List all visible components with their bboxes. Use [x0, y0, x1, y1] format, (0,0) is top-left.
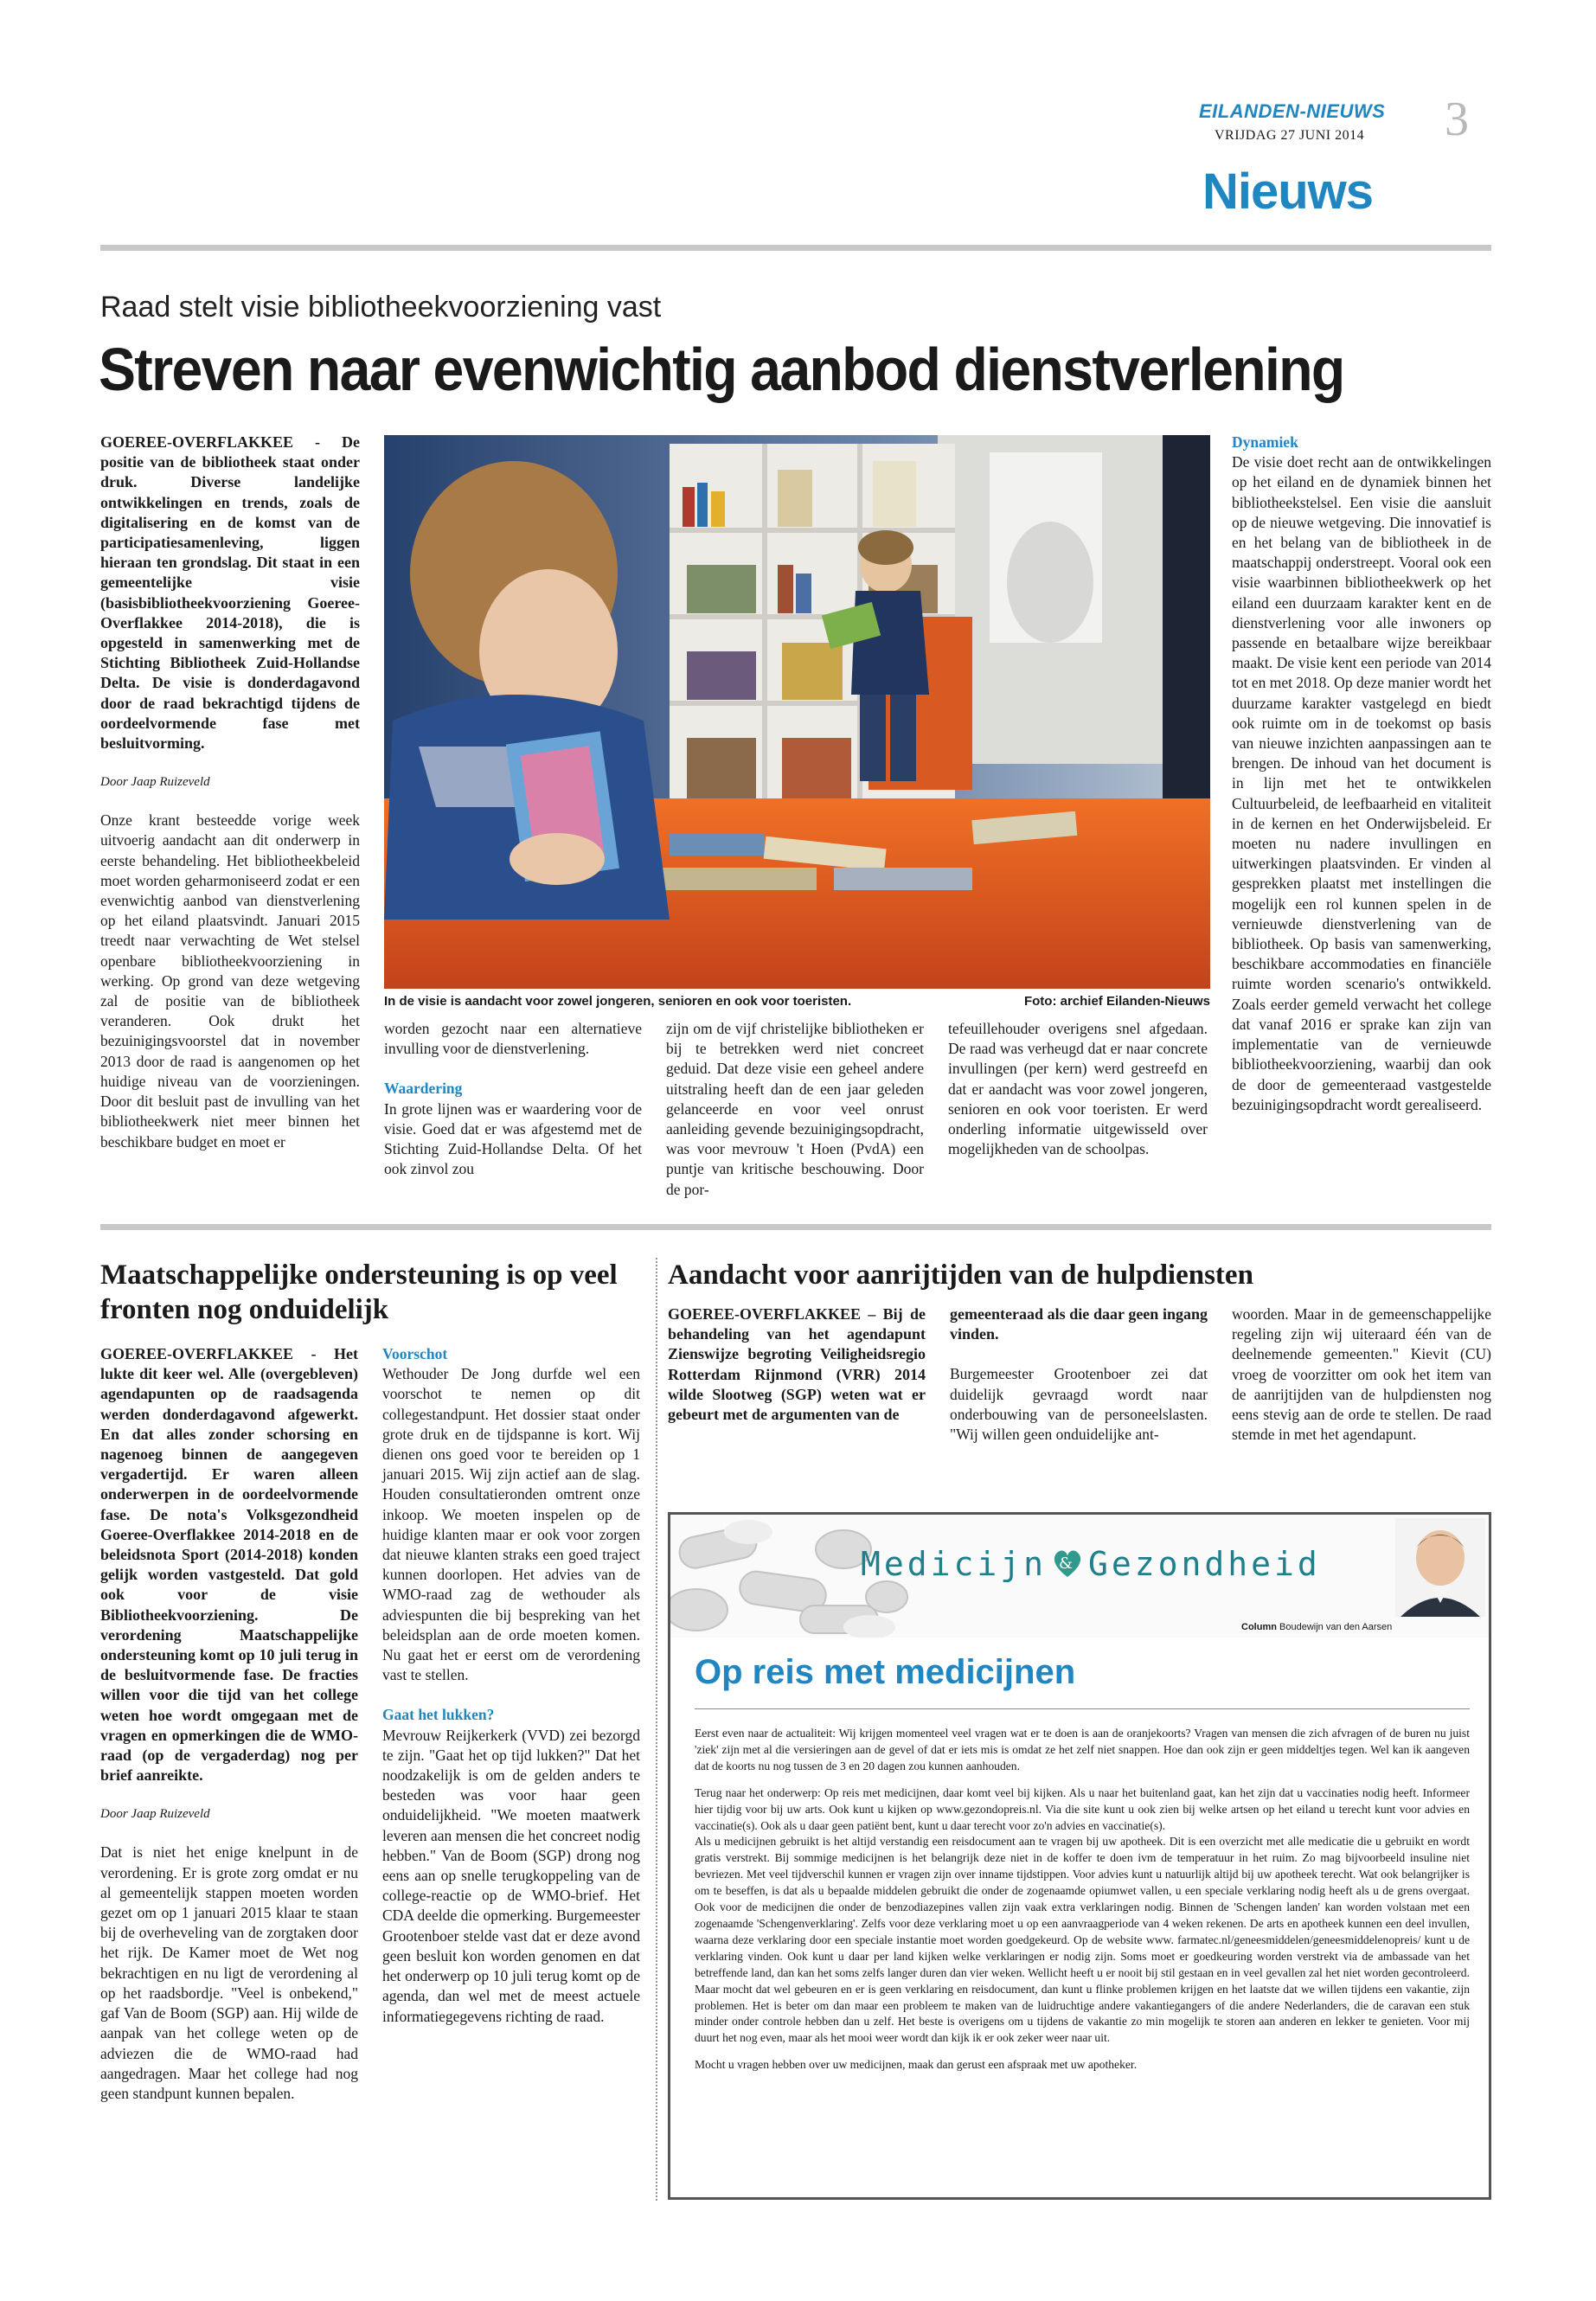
column-banner-title-right: Gezondheid [1088, 1545, 1321, 1583]
header-rule [100, 245, 1491, 251]
photo-caption-bar [384, 989, 1210, 1013]
article3-lead: GOEREE-OVERFLAKKEE – Bij de behandeling van het agendapunt Zienswijze begroting Veiligheidsregio Rotterdam Rijnmond (VRR) 2014 wilde Slootweg (SGP) weten wat er gebeurt met de argumenten van de [668, 1305, 926, 1424]
article2-byline: Door Jaap Ruizeveld [100, 1807, 210, 1822]
article1-subhead-dynamiek: Dynamiek [1232, 433, 1298, 451]
column-paragraph-2: Terug naar het onderwerp: Op reis met medicijnen, daar komt veel bij kijken. Als u naar het buitenland gaat, kan het zijn dat u vaccinaties nodig heeft. Informeer hier tijdig voor bij uw arts. Ook kunt u kijken op www.gezondopreis.nl. Via die site kunt u ook zien bij welke artsen op het eiland u terecht kunt voor advies en vaccinatie(s). Ook als u daar geen patiënt bent, kunt u daar terecht voor zo'n advies en vaccinatie(s). [695, 1785, 1470, 1832]
article2-col1-body: Dat is niet het enige knelpunt in de verordening. Er is grote zorg omdat er nu al gemeentelijk stappen moeten worden gezet om op 1 januari 2015 klaar te staan bij de overheveling van de zorgtaken door het rijk. De Kamer moet de Wet nog bekrachtigen en nu ligt de verordening al op het raadsbordje. "Veel is onbekend," gaf Van de Boom (SGP) aan. Hij wilde de aanpak van het college weten op de adviezen die de WMO-raad had aangedragen. Maar het college had nog geen standpunt kunnen bepalen. [100, 1843, 358, 2102]
article1-col5-body: De visie doet recht aan de ontwikkelingen op het eiland en de dynamiek binnen het bibliotheekstelsel. Een visie die aansluit op de nieuwe wetgeving. Die innovatief is en het belang van de bibliotheek in de maatschappij onderstreept. Vooral ook een visie waarbinnen bibliotheekwerk op het eiland een duurzaam karakter kent en de dienstverlening voor alle inwoners op passende en betaalbare wijze bereikbaar maakt. De visie kent een periode van 2014 tot en met 2018. Op deze manier wordt het duurzame karakter vastgelegd en biedt ook ruimte om in de toekomst op basis van nieuwe inzichten aanpassingen aan te brengen. De inhoud van het document is in lijn met het te ontwikkelen Cultuurbeleid, de leefbaarheid en vitaliteit in de kernen en het Onderwijsbeleid. Er moeten nu nadere invullingen en uitwerkingen plaatsvinden. Er vinden al gesprekken plaatst met instellingen die mogelijk een rol kunnen spelen in de vernieuwde dienstverlening van de bibliotheek. Op basis van samenwerking, beschikbare accommodaties en financiële ruimte worden scenario's ontwikkeld. Zoals eerder gemeld verwacht het college dat vanaf 2016 er sprake kan zijn van implementatie van de vernieuwde bibliotheekvoorziening, waarbij dan ook de door de gemeenteraad vastgestelde bezuinigingsopdracht wordt gerealiseerd. [1232, 453, 1491, 1113]
article1-photo [384, 435, 1210, 989]
masthead-logo: EILANDEN-NIEUWS [1199, 100, 1386, 122]
column-label: Column [1241, 1622, 1277, 1632]
column-paragraph-1: Eerst even naar de actualiteit: Wij krijgen momenteel veel vragen wat er te doen is aan de oranjekoorts? Vragen van mensen die zich afvragen of de buren nu juist 'ziek' zijn met al die versieringen aan de gevel of dat er iets mis is omdat ze het zelf niet snappen. Hoe dan ook zijn er geen middeltjes tegen. Wel kan ik aangeven dat de koorts nu nog tussen de 3 en 20 dagen zou kunnen aanhouden. [695, 1727, 1470, 1772]
article3-col2 [950, 1304, 1208, 1445]
article1-col1 [100, 433, 360, 1152]
article1-col1-body: Onze krant besteedde vorige week uitvoerig aandacht aan dit onderwerp in eerste behandeling. Het bibliotheekbeleid moet worden geharmoniseerd zodat er een evenwichtig aanbod van dienstverlening op het eiland plaatsvindt. Januari 2015 treedt naar verwachting de Wet stelsel openbare bibliotheekvoorziening in werking. Op grond van deze wetgeving zal de positie van de bibliotheek veranderen. Ook drukt het bezuinigingsvoorstel dat in november 2013 door de raad is aangenomen op het huidige niveau van de voorzieningen. Door dit besluit past de invulling van het bibliotheekwerk niet meer binnen het beschikbare budget en moet er [100, 811, 360, 1150]
column-author: Boudewijn van den Aarsen [1279, 1622, 1393, 1632]
column-headline-rule [695, 1708, 1470, 1709]
photo-caption: In de visie is aandacht voor zowel jongeren, senioren en ook voor toeristen. [384, 994, 852, 1009]
issue-date: VRIJDAG 27 JUNI 2014 [1215, 128, 1365, 143]
article1-col2-body2: In grote lijnen was er waardering voor de visie. Goed dat er was afgestemd met de Stichting Zuid-Hollandse Delta. Of het ook zinvol zou [384, 1099, 642, 1178]
article2-col1 [100, 1344, 358, 2104]
article1-col3 [666, 1019, 924, 1200]
article1-subhead-waardering: Waardering [384, 1080, 463, 1098]
heart-ampersand-icon [1050, 1546, 1085, 1580]
article1-col4 [948, 1019, 1208, 1159]
column-banner [670, 1515, 1489, 1638]
column-banner-title-left: Medicijn [861, 1545, 1048, 1583]
article2-col2-body1: Wethouder De Jong durfde wel een voorschot te nemen op dit collegestandpunt. Het dossier staat onder grote druk en de tijdspanne is kort. Wij dienen ons goed voor te bereiden op 1 januari 2015. Wij zijn actief aan de slag. Houden consultatieronden omtrent onze inkoop. We moeten inspelen op de huidige klanten maar er ook voor zorgen dat nieuwe klanten straks een goed traject kunnen doorlopen. Het advies van de WMO-raad zag de wethouder als adviespunten die bij bespreking van het beleidsplan aan de orde moeten komen. Nu gaat het er eerst om de verordening vast te stellen. [382, 1365, 640, 1684]
column-body [695, 1726, 1470, 2073]
article1-col2 [384, 1019, 642, 1179]
article1-col3-body: zijn om de vijf christelijke bibliotheken er bij te betrekken werd niet concreet geduid. Dat deze visie een geheel andere uitstraling heeft dan de een jaar geleden gelanceerde en voor veel onrust aanleiding gevende bezuinigingsopdracht, was voor mevrouw 't Hoen (PvdA) een puntje van kritische beschouwing. Door de por- [666, 1020, 924, 1198]
article2-headline: Maatschappelijke ondersteuning is op veel fronten nog onduidelijk [100, 1259, 618, 1325]
article3-col3 [1232, 1304, 1491, 1445]
article3-headline: Aandacht voor aanrijtijden van de hulpdiensten [668, 1259, 1253, 1291]
author-photo [1395, 1518, 1485, 1617]
column-divider [656, 1258, 657, 2201]
article1-byline: Door Jaap Ruizeveld [100, 775, 210, 790]
article1-kicker: Raad stelt visie bibliotheekvoorziening vast [100, 291, 662, 324]
article1-lead: GOEREE-OVERFLAKKEE - De positie van de bibliotheek staat onder druk. Diverse landelijke ontwikkelingen en trends, zoals de digitalisering en de komst van de participatiesamenleving, liggen hieraan ten grondslag. Dit staat in een gemeentelijke visie (basisbibliotheekvoorziening Goeree-Overflakkee 2014-2018), die is opgesteld in samenwerking met de Stichting Bibliotheek Zuid-Hollandse Delta. De visie is donderdagavond door de raad bekrachtigd tijdens de oordeelvormende fase met besluitvorming. [100, 433, 360, 753]
article3-col2-lead: gemeenteraad als die daar geen ingang vinden. [950, 1305, 1208, 1343]
article1-col4-body: tefeuillehouder overigens snel afgedaan. De raad was verheugd dat er naar concrete invullingen (per kern) werd gestreefd en dat er aandacht was voor zowel jongeren, senioren en ook voor toeristen. Er werd onderling informatie uitgewisseld over mogelijkheden van de schoolpas. [948, 1020, 1208, 1158]
article3-col2-body: Burgemeester Grootenboer zei dat duidelijk gevraagd wordt naar onderbouwing van de personeelslasten. "Wij willen geen onduidelijke ant- [950, 1365, 1208, 1444]
page-number: 3 [1445, 93, 1469, 146]
photo-credit: Foto: archief Eilanden-Nieuws [1023, 994, 1210, 1009]
article1-col5 [1232, 433, 1491, 1115]
article1-headline: Streven naar evenwichtig aanbod dienstverlening [99, 336, 1344, 403]
article3-col1 [668, 1304, 926, 1425]
article2-col2 [382, 1344, 640, 2027]
column-paragraph-4: Mocht u vragen hebben over uw medicijnen, maak dan gerust een afspraak met uw apotheker. [695, 2058, 1138, 2072]
article2-subhead-voorschot: Voorschot [382, 1345, 448, 1362]
section-title: Nieuws [1202, 163, 1374, 220]
article-separator-rule [100, 1224, 1491, 1230]
article2-subhead-gaat-het-lukken: Gaat het lukken? [382, 1706, 495, 1724]
article2-col2-body2: Mevrouw Reijkerkerk (VVD) zei bezorgd te zijn. "Gaat het op tijd lukken?" Dat het noodzakelijk is om de gelden anders te besteden was voor haar geen onduidelijkheid. "We moeten maatwerk leveren aan mensen die het concreet nodig hebben." Van de Boom (SGP) drong nog eens aan op snelle terugkoppeling van de college-reactie op de WMO-brief. Het CDA deelde die opmerking. Burgemeester Grootenboer stelde vast dat er deze avond geen besluit kon worden genomen en dat het onderwerp op 10 juli terug komt op de agenda, dan wel met de meest actuele informatiegegevens richting de raad. [382, 1726, 640, 2025]
column-headline: Op reis met medicijnen [695, 1653, 1076, 1691]
medicijn-column-box [668, 1512, 1491, 2200]
column-paragraph-3: Als u medicijnen gebruikt is het altijd verstandig een reisdocument aan te vragen bij uw apotheek. Dit is een overzicht met alle medicatie die u gebruikt en wordt gratis verstrekt. Bij sommige medicijnen is het belangrijk deze niet in de koffer te doen ivm de temperatuur in het ruim. Zo mag bijvoorbeeld insuline niet bevriezen. Met veel tijdverschil kunnen er vragen zijn over inname tijdstippen. Voor advies kunt u natuurlijk altijd bij uw apotheek terecht. Wat ook belangrijker is om te beseffen, is dat als u bepaalde middelen gebruikt die onder de zogenaamde opiumwet vallen, u een speciale verklaring nodig heeft als u de grens overgaat. Ook voor de medicijnen die onder de benzodiazepines vallen zijn vaak extra verklaringen nodig. Binnen de 'Schengen landen' kan worden volstaan met een zogenaamde 'Schengenverklaring'. Zelfs voor deze verklaring moet u op een aanvraagperiode van 4 weken rekenen. De arts en apotheek kunnen een deel invullen, waarna deze verklaring door een speciale instantie moet worden goedgekeurd. Op de website www. farmatec.nl/geneesmiddelen/geneesmiddelenopreis/ kunt u de verklaring vinden. Ook kunt u daar per land kijken welke verklaringen er nodig zijn. Soms moet er goedkeuring worden verstrekt via de ambassade van het betreffende land, dan kan het soms zelfs langer duren dan vier weken. Wellicht heeft u er nooit bij stil gestaan en in veel gevallen zal het niet worden gecontroleerd. Maar mocht dat wel gebeuren en er is geen verklaring en reisdocument, dan kunt u flinke problemen krijgen en het laatste dat we willen tijdens een vakantie, zijn problemen. Het is beter om dan maar een probleem te maken van de luidruchtige andere vakantiegangers of die andere Nederlanders, die de caravan een stuk minder onder controle hebben dan u zelf. Het beste is overigens om u tijdens de vakantie zo min mogelijk te storen aan anderen en lekker te genieten. Voor mij duurt het nog even, maar als het mooi weer wordt dan kijk ik er ook zeker weer naar uit. [695, 1835, 1470, 2045]
article3-col3-body: woorden. Maar in de gemeenschappelijke regeling zijn wij uiteraard één van de deelnemende gemeenten." Kievit (CU) vroeg de voorzitter om ook het item van de aanrijtijden van de hulpdiensten nog eens stevig aan de orde te stellen. De raad stemde in met het agendapunt. [1232, 1305, 1491, 1444]
article1-col2-body1: worden gezocht naar een alternatieve invulling voor de dienstverlening. [384, 1020, 642, 1058]
library-photo-illustration [384, 435, 1210, 989]
svg-text:&: & [1059, 1554, 1077, 1573]
article2-lead: GOEREE-OVERFLAKKEE - Het lukte dit keer wel. Alle (overgebleven) agendapunten op de raadsagenda werden donderdagavond afgewerkt. En dat alles zonder schorsing en nagenoeg binnen de aangegeven vergadertijd. Er waren alleen onderwerpen in de oordeelvormende fase. De nota's Volksgezondheid Goeree-Overflakkee 2014-2018 en de beleidsnota Sport (2014-2018) konden gelijk worden vastgesteld. Dat gold ook voor de visie Bibliotheekvoorziening. De verordening Maatschappelijke ondersteuning komt op 10 juli terug in de besluitvormende fase. De fracties willen voor die tijd van het college weten hoe wordt omgegaan met de vragen en opmerkingen die de WMO-raad (op de vergaderdag) nog per brief aanreikte. [100, 1345, 358, 1785]
